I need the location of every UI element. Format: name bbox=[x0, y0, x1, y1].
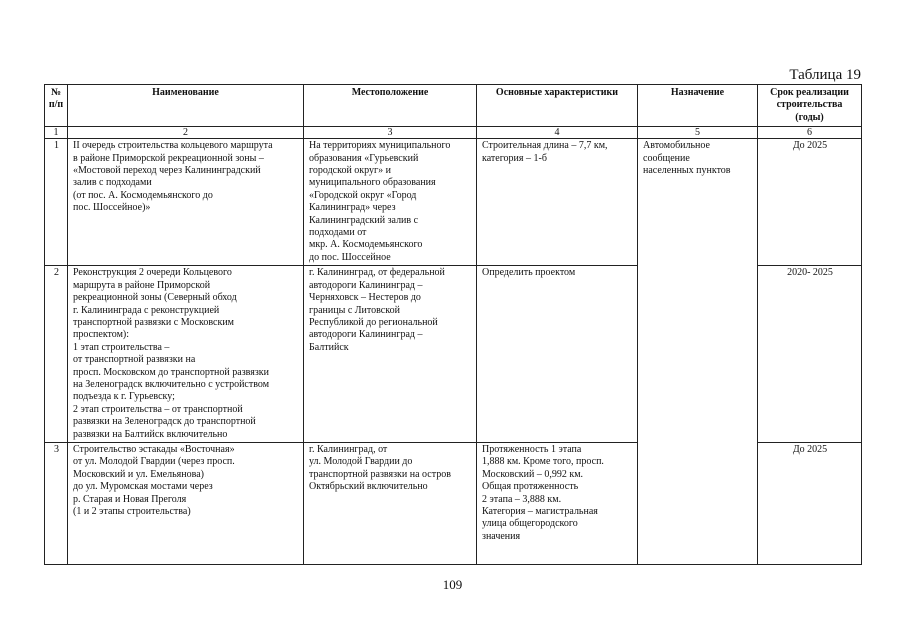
header-location: Местоположение bbox=[304, 85, 477, 127]
column-number: 3 bbox=[304, 127, 477, 139]
column-number: 1 bbox=[45, 127, 68, 139]
row-number: 2 bbox=[45, 266, 68, 443]
header-term: Срок реализации строительства (годы) bbox=[758, 85, 862, 127]
row-characteristics: Определить проектом bbox=[477, 266, 638, 443]
column-number: 2 bbox=[68, 127, 304, 139]
row-location: г. Калининград, от ул. Молодой Гвардии до транспортной развязки на остров Октябрьский включительно bbox=[304, 442, 477, 564]
row-characteristics: Строительная длина – 7,7 км, категория – 1-б bbox=[477, 139, 638, 266]
row-term: 2020- 2025 bbox=[758, 266, 862, 443]
row-name: Строительство эстакады «Восточная» от ул. Молодой Гвардии (через просп. Московский и ул. Емельянова) до ул. Муромская мостами через р. Старая и Новая Преголя (1 и 2 этапы строительства) bbox=[68, 442, 304, 564]
row-number: 3 bbox=[45, 442, 68, 564]
column-number: 6 bbox=[758, 127, 862, 139]
row-term: До 2025 bbox=[758, 139, 862, 266]
row-name: II очередь строительства кольцевого маршрута в районе Приморской рекреационной зоны – «Мостовой переход через Калининградский залив с подходами (от пос. А. Космодемьянского до пос. Шоссейное)» bbox=[68, 139, 304, 266]
row-number: 1 bbox=[45, 139, 68, 266]
row-location: На территориях муниципального образования «Гурьевский городской округ» и муниципального образования «Городской округ «Город Калининград» через Калининградский залив с подходами от мкр. А. Космодемьянского до пос. Шоссейное bbox=[304, 139, 477, 266]
column-number-row bbox=[45, 127, 862, 139]
column-number: 4 bbox=[477, 127, 638, 139]
row-purpose: Автомобильное сообщение населенных пунктов bbox=[638, 139, 758, 565]
header-characteristics: Основные характеристики bbox=[477, 85, 638, 127]
header-num: № п/п bbox=[45, 85, 68, 127]
table-caption: Таблица 19 bbox=[789, 67, 861, 83]
header-row bbox=[45, 85, 862, 127]
header-purpose: Назначение bbox=[638, 85, 758, 127]
row-name: Реконструкция 2 очереди Кольцевого маршрута в районе Приморской рекреационной зоны (Северный обход г. Калининграда с реконструкцией транспортной развязки с Московским проспектом): 1 этап строительства – от транспортной развязки на просп. Московском до транспортной развязки на Зеленоградск включительно с устройством подъезда к г. Гурьевску; 2 этап строительства – от транспортной развязки на Зеленоградск до транспортной развязки на Балтийск включительно bbox=[68, 266, 304, 443]
header-name: Наименование bbox=[68, 85, 304, 127]
table-row bbox=[45, 139, 862, 266]
page-number: 109 bbox=[442, 577, 463, 592]
row-characteristics: Протяженность 1 этапа 1,888 км. Кроме того, просп. Московский – 0,992 км. Общая протяженность 2 этапа – 3,888 км. Категория – магистральная улица общегородского значения bbox=[477, 442, 638, 564]
projects-table bbox=[44, 84, 862, 565]
column-number: 5 bbox=[638, 127, 758, 139]
row-location: г. Калининград, от федеральной автодороги Калининград – Черняховск – Нестеров до границы с Литовской Республикой до региональной автодороги Калининград – Балтийск bbox=[304, 266, 477, 443]
row-term: До 2025 bbox=[758, 442, 862, 564]
